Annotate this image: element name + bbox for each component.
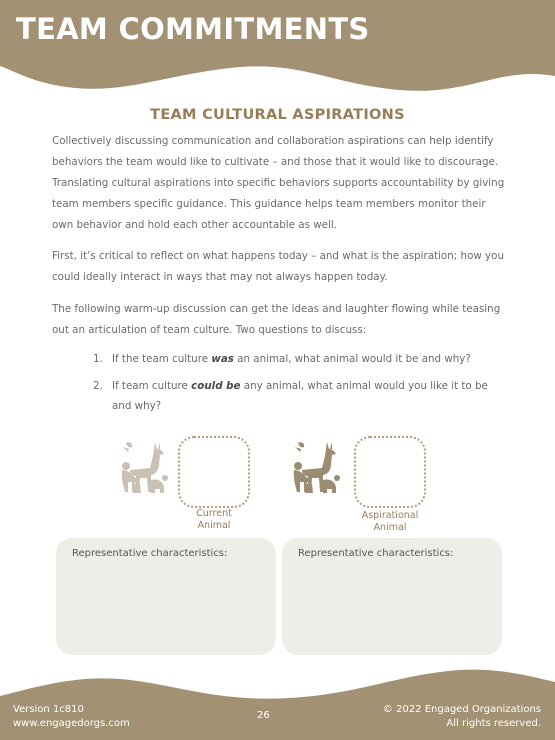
website-link[interactable]: www.engagedorgs.com bbox=[13, 718, 130, 729]
footer-right bbox=[383, 703, 541, 731]
question-emphasis: could be bbox=[191, 380, 241, 392]
page-number: 26 bbox=[257, 710, 270, 721]
version-text: Version 1c810 bbox=[13, 704, 84, 715]
header-band bbox=[0, 0, 555, 100]
copyright-text: © 2022 Engaged Organizations bbox=[382, 704, 541, 715]
label-line: Animal bbox=[373, 522, 407, 533]
question-text: If the team culture bbox=[112, 353, 212, 365]
current-animal-label bbox=[174, 508, 254, 532]
list-number: 1. bbox=[93, 353, 103, 365]
characteristics-label: Representative characteristics: bbox=[298, 548, 454, 559]
question-text: If team culture bbox=[112, 380, 192, 392]
label-line: Animal bbox=[197, 520, 231, 531]
question-list bbox=[93, 349, 493, 423]
rights-text: All rights reserved. bbox=[446, 718, 541, 729]
section-title: TEAM CULTURAL ASPIRATIONS bbox=[150, 107, 405, 123]
characteristics-label: Representative characteristics: bbox=[72, 548, 228, 559]
list-item bbox=[93, 376, 493, 416]
aspirational-animal-box[interactable] bbox=[354, 436, 426, 508]
aspirational-characteristics-box[interactable] bbox=[282, 538, 502, 655]
animal-group-icon bbox=[120, 440, 170, 496]
label-line: Current bbox=[196, 508, 232, 519]
current-animal-box[interactable] bbox=[178, 436, 250, 508]
footer-left bbox=[13, 703, 130, 731]
label-line: Aspirational bbox=[361, 510, 419, 521]
question-text: any animal, what animal would you like it to be and why? bbox=[112, 380, 488, 412]
intro-paragraph: Collectively discussing communication and collaboration aspirations can help identify behaviors the team would like to cultivate – and those that it would like to discourage. Translating cultural aspirations into specific behaviors supports accountability by giving team members specific guidance. This guidance helps team members monitor their own behavior and hold each other accountable as well. bbox=[52, 135, 505, 231]
warmup-paragraph: The following warm-up discussion can get the ideas and laughter flowing while teasing out an articulation of team culture. Two questions to discuss: bbox=[52, 303, 501, 336]
page-header-title: TEAM COMMITMENTS bbox=[16, 12, 370, 46]
animal-group-icon bbox=[292, 440, 342, 496]
list-item bbox=[93, 349, 493, 369]
question-text: an animal, what animal would it be and why? bbox=[233, 353, 471, 365]
list-number: 2. bbox=[93, 380, 103, 392]
current-characteristics-box[interactable] bbox=[56, 538, 276, 655]
reflection-paragraph: First, it’s critical to reflect on what happens today – and what is the aspiration; how you could ideally interact in ways that may not always happen today. bbox=[52, 250, 504, 283]
question-emphasis: was bbox=[211, 353, 234, 365]
aspirational-animal-label bbox=[348, 510, 432, 534]
